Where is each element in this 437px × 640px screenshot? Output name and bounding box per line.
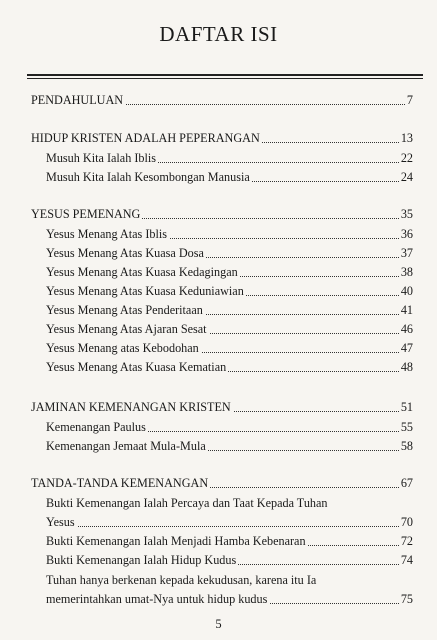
toc-entry-page: 75 <box>400 592 413 606</box>
toc-row-subsection <box>0 590 437 608</box>
toc-entry-label: Yesus <box>46 515 75 529</box>
toc-row-subsection <box>0 532 437 550</box>
toc-entry-label: Bukti Kemenangan Ialah Hidup Kudus <box>46 553 237 567</box>
toc-entry-page: 24 <box>400 170 413 184</box>
toc-entry-page: 13 <box>400 131 413 145</box>
toc-entry-page: 48 <box>400 360 413 374</box>
toc-entry-label: Yesus Menang Atas Kuasa Dosa <box>46 246 204 260</box>
toc-row-subsection-line1 <box>0 494 437 512</box>
toc-row-subsection <box>0 339 437 357</box>
toc-entry-label: Musuh Kita Ialah Iblis <box>46 151 157 165</box>
toc-entry-label: Yesus Menang Atas Kuasa Kedagingan <box>46 265 238 279</box>
toc-entry-label: Yesus Menang Atas Penderitaan <box>46 303 203 317</box>
dot-leader <box>46 526 413 527</box>
toc-entry-page: 74 <box>400 553 413 567</box>
toc-row-section <box>0 91 437 109</box>
toc-row-subsection <box>0 418 437 436</box>
toc-row-section <box>0 398 437 416</box>
toc-entry-page: 7 <box>406 93 413 107</box>
toc-entry-page: 46 <box>400 322 413 336</box>
toc-entry-label: Yesus Menang Atas Kuasa Keduniawian <box>46 284 244 298</box>
toc-entry-page: 58 <box>400 439 413 453</box>
toc-entry-page: 67 <box>400 476 413 490</box>
toc-entry-page: 22 <box>400 151 413 165</box>
toc-row-subsection <box>0 244 437 262</box>
toc-entry-label: Yesus Menang Atas Ajaran Sesat <box>46 322 207 336</box>
toc-entry-label: Bukti Kemenangan Ialah Menjadi Hamba Kebenaran <box>46 534 306 548</box>
toc-row-section <box>0 474 437 492</box>
toc-entry-label: Tuhan hanya berkenan kepada kekudusan, karena itu Ia <box>46 573 317 587</box>
toc-row-section <box>0 129 437 147</box>
toc-entry-label: YESUS PEMENANG <box>31 207 141 221</box>
toc-entry-page: 41 <box>400 303 413 317</box>
toc-row-subsection <box>0 513 437 531</box>
toc-entry-label: JAMINAN KEMENANGAN KRISTEN <box>31 400 231 414</box>
page-title: DAFTAR ISI <box>159 22 278 46</box>
toc-entry-label: Bukti Kemenangan Ialah Percaya dan Taat Kepada Tuhan <box>46 496 328 510</box>
toc-row-subsection <box>0 301 437 319</box>
toc-entry-label: Musuh Kita Ialah Kesombongan Manusia <box>46 170 250 184</box>
toc-row-section <box>0 205 437 223</box>
toc-entry-page: 36 <box>400 227 413 241</box>
toc-row-subsection <box>0 263 437 281</box>
toc-entry-label: memerintahkan umat-Nya untuk hidup kudus <box>46 592 268 606</box>
toc-entry-label: Kemenangan Paulus <box>46 420 146 434</box>
toc-row-subsection <box>0 149 437 167</box>
title-rule <box>27 74 423 76</box>
toc-entry-page: 38 <box>400 265 413 279</box>
toc-row-subsection <box>0 320 437 338</box>
toc-entry-page: 70 <box>400 515 413 529</box>
toc-row-subsection <box>0 282 437 300</box>
toc-entry-label: HIDUP KRISTEN ADALAH PEPERANGAN <box>31 131 260 145</box>
toc-entry-page: 37 <box>400 246 413 260</box>
toc-entry-label: Yesus Menang atas Kebodohan <box>46 341 199 355</box>
toc-entry-page: 47 <box>400 341 413 355</box>
title-rule-thin <box>27 78 423 79</box>
page-number: 5 <box>215 617 222 631</box>
toc-row-subsection <box>0 551 437 569</box>
toc-row-subsection <box>0 437 437 455</box>
toc-entry-label: TANDA-TANDA KEMENANGAN <box>31 476 209 490</box>
toc-entry-page: 72 <box>400 534 413 548</box>
toc-row-subsection-line1 <box>0 571 437 589</box>
toc-row-subsection <box>0 168 437 186</box>
toc-entry-label: Yesus Menang Atas Iblis <box>46 227 167 241</box>
toc-entry-label: Kemenangan Jemaat Mula-Mula <box>46 439 206 453</box>
toc-entry-page: 40 <box>400 284 413 298</box>
toc-entry-label: Yesus Menang Atas Kuasa Kematian <box>46 360 227 374</box>
toc-entry-page: 35 <box>400 207 413 221</box>
toc-entry-page: 51 <box>400 400 413 414</box>
toc-row-subsection <box>0 225 437 243</box>
toc-entry-label: PENDAHULUAN <box>31 93 124 107</box>
toc-entry-page: 55 <box>400 420 413 434</box>
toc-row-subsection <box>0 358 437 376</box>
